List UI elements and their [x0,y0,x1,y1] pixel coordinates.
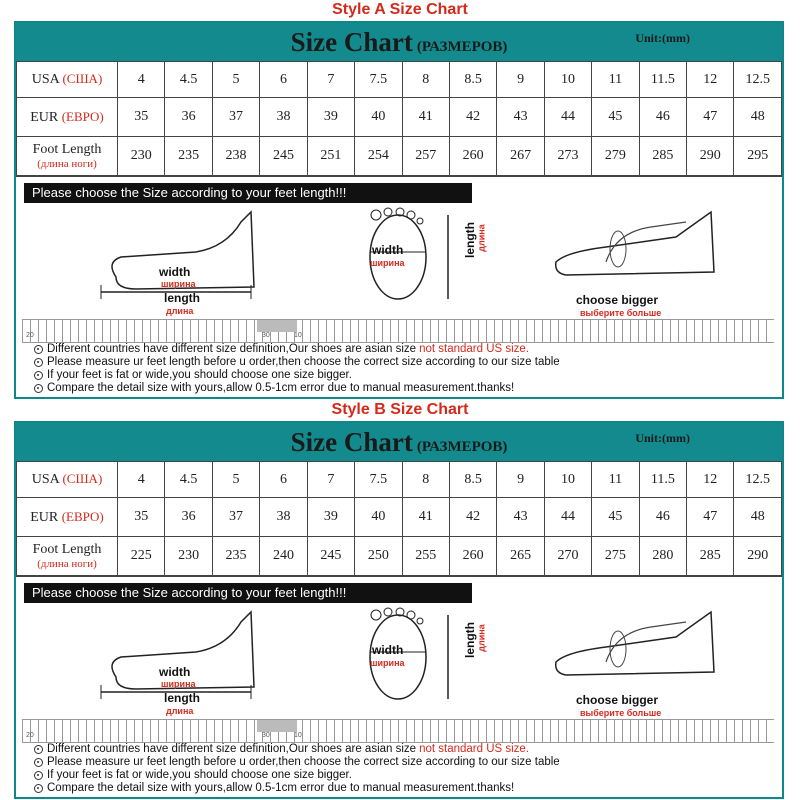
ruler [22,319,774,343]
note-item: If your feet is fat or wide,you should choose one size bigger. [34,369,774,382]
usa-cell: 11.5 [639,62,686,98]
bullet-icon [34,771,43,780]
foot-cell: 260 [449,137,496,176]
chart-unit: Unit:(mm) [635,431,690,445]
eur-row [17,498,782,537]
usa-cell: 8 [402,62,449,98]
usa-cell: 7 [307,62,354,98]
usa-cell: 12.5 [734,62,782,98]
ruler-number: 30 [262,332,270,339]
eur-cell: 46 [639,498,686,537]
eur-cell: 48 [734,98,782,137]
eur-cell: 36 [165,498,212,537]
eur-cell: 43 [497,98,544,137]
size-table [16,461,782,576]
foot-cell: 290 [687,137,734,176]
note-item: Different countries have different size definition,Our shoes are asian size not standard US size. [34,743,774,756]
chart-header [16,423,782,461]
footprint-width-label: width [372,243,404,257]
length-label: length [164,291,200,305]
measurement-instructions [16,176,782,393]
eur-cell: 36 [165,98,212,137]
eur-cell: 39 [307,498,354,537]
ruler-number: 30 [262,732,270,739]
footprint-length-label: length [463,622,477,658]
usa-cell: 10 [544,62,591,98]
usa-label: USA (США) [17,62,118,98]
notes-list [34,343,774,395]
eur-cell: 41 [402,498,449,537]
footprint-illustration [356,607,466,707]
footprint-length-label-ru: длина [476,224,487,252]
width-label-ru: ширина [161,279,196,289]
length-label: length [164,691,200,705]
bullet-icon [34,345,43,354]
eur-cell: 48 [734,498,782,537]
note-item: Compare the detail size with yours,allow 0.5-1cm error due to manual measurement.thanks! [34,782,774,795]
eur-cell: 46 [639,98,686,137]
eur-cell: 40 [355,98,402,137]
eur-cell: 44 [544,98,591,137]
foot-cell: 285 [687,537,734,576]
usa-cell: 6 [260,462,307,498]
usa-cell: 12 [687,462,734,498]
ruler [22,719,774,743]
eur-cell: 37 [212,498,259,537]
choose-bigger-label: choose bigger [576,293,659,307]
eur-cell: 45 [592,98,639,137]
width-label-ru: ширина [161,679,196,689]
foot-cell: 285 [639,137,686,176]
foot-length-label: Foot Length (длина ноги) [17,137,118,176]
usa-cell: 9 [497,462,544,498]
foot-cell: 251 [307,137,354,176]
foot-cell: 238 [212,137,259,176]
foot-cell: 290 [734,537,782,576]
chart-title-ru: (РАЗМЕРОВ) [416,39,508,55]
length-label-ru: длина [166,306,194,316]
style-a-title: Style A Size Chart [332,1,468,18]
foot-cell: 230 [118,137,165,176]
eur-cell: 43 [497,498,544,537]
usa-cell: 4 [118,462,165,498]
chart-header [16,23,782,61]
eur-cell: 39 [307,98,354,137]
foot-cell: 245 [307,537,354,576]
foot-cell: 295 [734,137,782,176]
foot-cell: 260 [449,537,496,576]
foot-cell: 255 [402,537,449,576]
chart-title-ru: (РАЗМЕРОВ) [416,439,508,455]
foot-cell: 280 [639,537,686,576]
eur-cell: 45 [592,498,639,537]
eur-cell: 41 [402,98,449,137]
eur-cell: 38 [260,498,307,537]
style-b-title: Style B Size Chart [331,401,469,418]
eur-cell: 35 [118,98,165,137]
bullet-icon [34,358,43,367]
size-chart-b [14,421,784,799]
notes-list [34,743,774,795]
width-label: width [159,265,191,279]
eur-cell: 44 [544,498,591,537]
usa-cell: 6 [260,62,307,98]
usa-row [17,62,782,98]
foot-cell: 267 [497,137,544,176]
bullet-icon [34,745,43,754]
length-label-ru: длина [166,706,194,716]
bullet-icon [34,384,43,393]
chart-unit: Unit:(mm) [635,31,690,45]
foot-length-label: Foot Length (длина ноги) [17,537,118,576]
bullet-icon [34,371,43,380]
foot-cell: 230 [165,537,212,576]
usa-cell: 11.5 [639,462,686,498]
ruler-highlight [257,320,297,332]
eur-label: EUR (ЕВРО) [17,98,118,137]
ruler-highlight [257,720,297,732]
footprint-width-label: width [372,643,404,657]
size-chart-a [14,21,784,399]
bullet-icon [34,758,43,767]
eur-cell: 40 [355,498,402,537]
chart-title: Size Chart [290,27,413,57]
ruler-number: 20 [26,732,34,739]
measurement-instructions [16,576,782,793]
foot-cell: 235 [165,137,212,176]
usa-cell: 11 [592,462,639,498]
foot-cell: 270 [544,537,591,576]
foot-cell: 254 [355,137,402,176]
note-item: If your feet is fat or wide,you should choose one size bigger. [34,769,774,782]
choose-size-banner: Please choose the Size according to your feet length!!! [24,583,472,603]
eur-cell: 35 [118,498,165,537]
shoe-fit-illustration [546,207,726,297]
foot-cell: 240 [260,537,307,576]
foot-length-row [17,537,782,576]
usa-cell: 9 [497,62,544,98]
usa-cell: 4 [118,62,165,98]
foot-cell: 250 [355,537,402,576]
eur-cell: 37 [212,98,259,137]
note-item: Please measure ur feet length before u order,then choose the correct size according to our size table [34,356,774,369]
foot-length-row [17,137,782,176]
note-item: Please measure ur feet length before u order,then choose the correct size according to our size table [34,756,774,769]
width-label: width [159,665,191,679]
eur-cell: 42 [449,98,496,137]
foot-cell: 279 [592,137,639,176]
usa-row [17,462,782,498]
usa-cell: 11 [592,62,639,98]
choose-bigger-label-ru: выберите больше [580,308,662,318]
footprint-width-label-ru: ширина [370,258,405,268]
foot-cell: 225 [118,537,165,576]
foot-cell: 265 [497,537,544,576]
eur-cell: 42 [449,498,496,537]
usa-cell: 8.5 [449,62,496,98]
note-item: Different countries have different size definition,Our shoes are asian size not standard US size. [34,343,774,356]
footprint-illustration [356,207,466,307]
usa-cell: 7 [307,462,354,498]
foot-cell: 257 [402,137,449,176]
foot-cell: 245 [260,137,307,176]
shoe-fit-illustration [546,607,726,697]
size-table [16,61,782,176]
eur-row [17,98,782,137]
usa-cell: 10 [544,462,591,498]
footprint-length-label: length [463,222,477,258]
ruler-number: 10 [294,732,302,739]
usa-cell: 12.5 [734,462,782,498]
foot-cell: 273 [544,137,591,176]
choose-bigger-label: choose bigger [576,693,659,707]
usa-label: USA (США) [17,462,118,498]
choose-bigger-label-ru: выберите больше [580,708,662,718]
usa-cell: 8 [402,462,449,498]
chart-title: Size Chart [290,427,413,457]
usa-cell: 5 [212,462,259,498]
usa-cell: 8.5 [449,462,496,498]
usa-cell: 7.5 [355,62,402,98]
eur-cell: 47 [687,498,734,537]
ruler-number: 10 [294,332,302,339]
foot-cell: 275 [592,537,639,576]
usa-cell: 5 [212,62,259,98]
eur-cell: 38 [260,98,307,137]
bullet-icon [34,784,43,793]
eur-label: EUR (ЕВРО) [17,498,118,537]
foot-cell: 235 [212,537,259,576]
footprint-length-label-ru: длина [476,624,487,652]
footprint-width-label-ru: ширина [370,658,405,668]
usa-cell: 4.5 [165,462,212,498]
choose-size-banner: Please choose the Size according to your feet length!!! [24,183,472,203]
eur-cell: 47 [687,98,734,137]
usa-cell: 7.5 [355,462,402,498]
usa-cell: 12 [687,62,734,98]
ruler-number: 20 [26,332,34,339]
usa-cell: 4.5 [165,62,212,98]
note-item: Compare the detail size with yours,allow 0.5-1cm error due to manual measurement.thanks! [34,382,774,395]
